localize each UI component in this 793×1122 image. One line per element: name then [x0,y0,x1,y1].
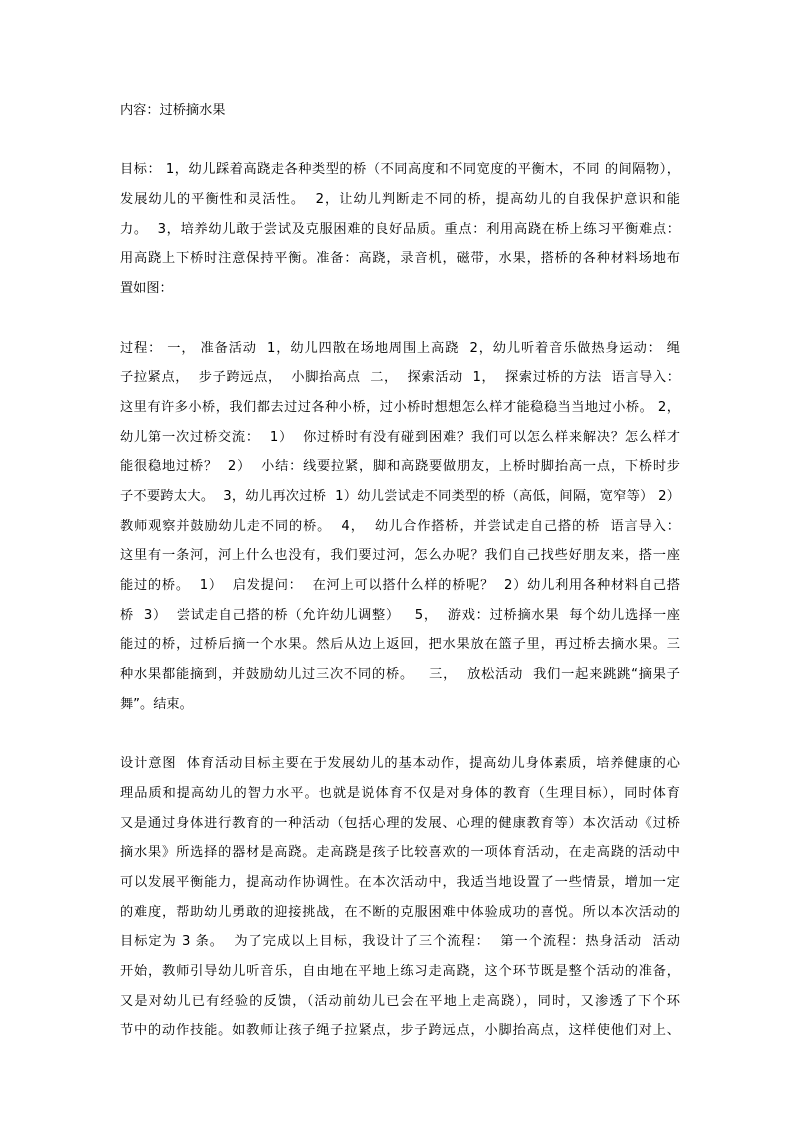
paragraph-line: 教师观察并鼓励幼儿走不同的桥。 4， 幼儿合作搭桥，并尝试走自己搭的桥 语言导入： [120,518,680,534]
paragraph-line: 力。 3，培养幼儿敢于尝试及克服困难的良好品质。重点：利用高跷在桥上练习平衡难点： [120,221,680,237]
paragraph-line: 这里有一条河，河上什么也没有，我们要过河，怎么办呢？我们自己找些好朋友来，搭一座 [120,548,680,564]
paragraph-line: 幼儿第一次过桥交流： 1） 你过桥时有没有碰到困难？我们可以怎么样来解决？怎么样才 [120,429,680,445]
paragraph-line: 舞”。结束。 [120,696,193,712]
paragraph-line: 种水果都能摘到，并鼓励幼儿过三次不同的桥。 三， 放松活动 我们一起来跳跳“摘果子 [120,667,680,683]
document-body [120,96,680,1046]
paragraph-line: 的难度，帮助幼儿勇敢的迎接挑战，在不断的克服困难中体验成功的喜悦。所以本次活动的 [120,904,680,920]
paragraph-line: 这里有许多小桥，我们都去过过各种小桥，过小桥时想想怎么样才能稳稳当当地过小桥。 2， [120,399,680,415]
blank-line [120,126,680,156]
design-paragraph [120,749,680,1046]
paragraph-line: 子拉紧点， 步子跨远点， 小脚抬高点 二， 探索活动 1， 探索过桥的方法 语言导入： [120,370,680,386]
paragraph-line: 子不要跨太大。 3，幼儿再次过桥 1）幼儿尝试走不同类型的桥（高低，间隔，宽窄等） 2） [120,488,680,504]
paragraph-line: 又是对幼儿已有经验的反馈，（活动前幼儿已会在平地上走高跷），同时，又渗透了下个环 [120,993,680,1009]
goals-paragraph [120,155,680,303]
paragraph-line: 摘水果》所选择的器材是高跷。走高跷是孩子比较喜欢的一项体育活动，在走高跷的活动中 [120,845,680,861]
paragraph-line: 开始，教师引导幼儿听音乐，自由地在平地上练习走高跷，这个环节既是整个活动的准备， [120,963,680,979]
paragraph-line: 目标定为 3 条。 为了完成以上目标，我设计了三个流程： 第一个流程：热身活动 活动 [120,934,680,950]
paragraph-line: 过程： 一， 准备活动 1，幼儿四散在场地周围上高跷 2，幼儿听着音乐做热身运动： 绳 [120,340,680,356]
blank-line [120,304,680,334]
paragraph-line: 又是通过身体进行教育的一种活动（包括心理的发展、心理的健康教育等）本次活动《过桥 [120,815,680,831]
document-title: 内容：过桥摘水果 [120,103,226,118]
paragraph-line: 用高跷上下桥时注意保持平衡。准备：高跷，录音机，磁带，水果，搭桥的各种材料场地布 [120,251,680,267]
paragraph-line: 发展幼儿的平衡性和灵活性。 2，让幼儿判断走不同的桥，提高幼儿的自我保护意识和能 [120,192,680,208]
paragraph-line: 可以发展平衡能力，提高动作协调性。在本次活动中，我适当地设置了一些情景，增加一定 [120,874,680,890]
blank-line [120,719,680,749]
paragraph-line: 理品质和提高幼儿的智力水平。也就是说体育不仅是对身体的教育（生理目标），同时体育 [120,785,680,801]
paragraph-line: 能很稳地过桥？ 2） 小结：线要拉紧，脚和高跷要做朋友，上桥时脚抬高一点，下桥时步 [120,459,680,475]
paragraph-line: 设计意图 体育活动目标主要在于发展幼儿的基本动作，提高幼儿身体素质，培养健康的心 [120,756,680,772]
paragraph-line: 桥 3） 尝试走自己搭的桥（允许幼儿调整） 5， 游戏：过桥摘水果 每个幼儿选择一座 [120,607,680,623]
paragraph-line: 能过的桥，过桥后摘一个水果。然后从边上返回，把水果放在篮子里，再过桥去摘水果。三 [120,637,680,653]
process-paragraph [120,334,680,720]
paragraph-line: 目标： 1，幼儿踩着高跷走各种类型的桥（不同高度和不同宽度的平衡木，不同 的间隔物）， [120,162,680,178]
paragraph-line: 节中的动作技能。如教师让孩子绳子拉紧点，步子跨远点，小脚抬高点，这样使他们对上、 [120,1023,680,1039]
paragraph-line: 置如图： [120,281,173,297]
paragraph-line: 能过的桥。 1） 启发提问： 在河上可以搭什么样的桥呢？ 2）幼儿利用各种材料自己搭 [120,578,680,593]
